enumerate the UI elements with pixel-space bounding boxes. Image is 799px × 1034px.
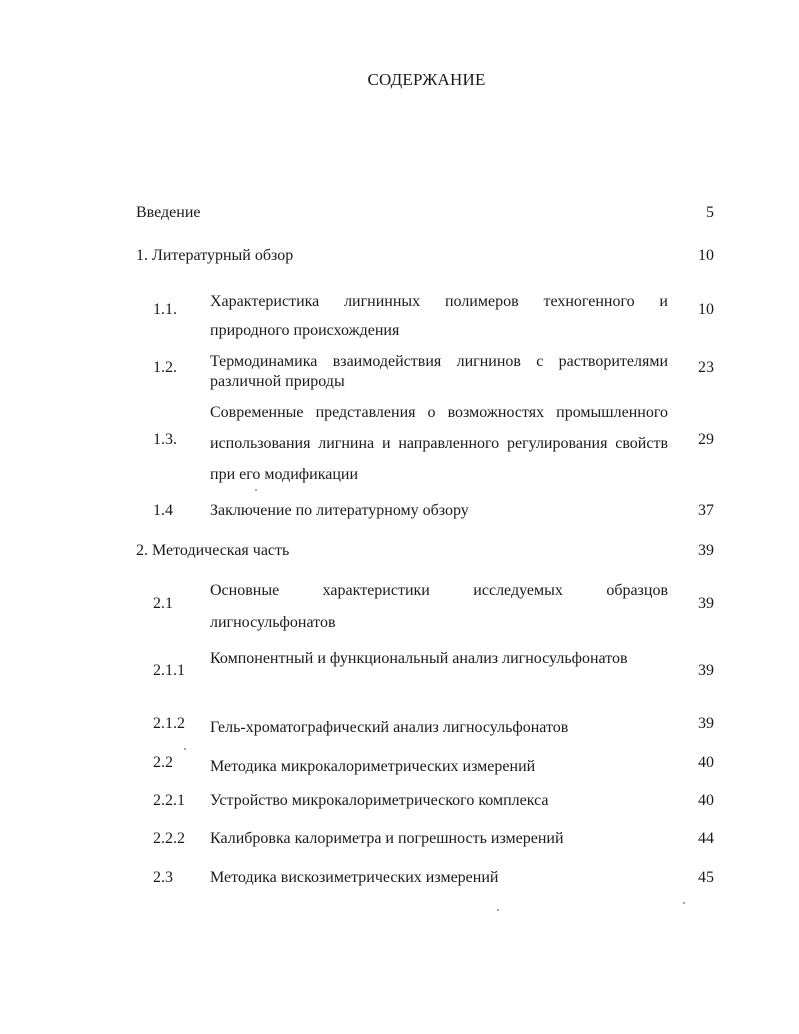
toc-page-introduction: 5 <box>706 204 714 221</box>
toc-page-1-1: 10 <box>698 301 714 318</box>
toc-page-2-1: 39 <box>698 595 714 612</box>
toc-label-chapter-1: 1. Литературный обзор <box>136 247 294 264</box>
scan-speck <box>497 909 499 911</box>
toc-text-1-3: Современные представления о возможностях промышленного использования лигнина и направленного регулирования свойств при его модификации <box>210 404 668 483</box>
toc-num-2-2: 2.2 <box>153 754 173 771</box>
toc-page-chapter-2: 39 <box>698 542 714 559</box>
toc-num-1-3: 1.3. <box>153 431 177 448</box>
toc-label-introduction: Введение <box>136 204 201 221</box>
toc-text-2-1-1: Компонентный и функциональный анализ лигносульфонатов <box>210 650 628 667</box>
scan-speck <box>255 489 257 491</box>
scan-speck <box>184 748 186 750</box>
toc-text-2-3: Методика вискозиметрических измерений <box>210 869 499 886</box>
toc-num-2-1: 2.1 <box>153 595 173 612</box>
toc-num-1-4: 1.4 <box>153 502 173 519</box>
toc-text-1-4: Заключение по литературному обзору <box>210 502 469 519</box>
toc-page-2-1-1: 39 <box>698 662 714 679</box>
toc-text-2-1-2: Гель-хроматографический анализ лигносульфонатов <box>210 719 569 736</box>
toc-num-2-2-1: 2.2.1 <box>153 792 185 809</box>
toc-page-1-2: 23 <box>698 359 714 376</box>
toc-page-2-2-2: 44 <box>698 830 714 847</box>
toc-text-2-1: Основные характеристики исследуемых образцов лигносульфонатов <box>210 582 668 631</box>
toc-num-2-2-2: 2.2.2 <box>153 830 185 847</box>
toc-text-1-1: Характеристика лигнинных полимеров техногенного и природного происхождения <box>210 293 668 339</box>
toc-text-1-2: Термодинамика взаимодействия лигнинов с растворителями различной природы <box>210 353 668 390</box>
toc-page-1-4: 37 <box>698 502 714 519</box>
toc-page-1-3: 29 <box>698 431 714 448</box>
toc-num-2-1-2: 2.1.2 <box>153 715 185 732</box>
toc-num-2-3: 2.3 <box>153 869 173 886</box>
toc-num-2-1-1: 2.1.1 <box>153 662 185 679</box>
toc-num-1-1: 1.1. <box>153 301 177 318</box>
scan-speck <box>683 902 685 904</box>
toc-page-2-2: 40 <box>698 754 714 771</box>
toc-text-2-2-1: Устройство микрокалориметрического комплекса <box>210 792 549 809</box>
toc-page-chapter-1: 10 <box>698 247 714 264</box>
toc-num-1-2: 1.2. <box>153 359 177 376</box>
toc-page-2-2-1: 40 <box>698 792 714 809</box>
toc-text-2-2: Методика микрокалориметрических измерений <box>210 758 536 775</box>
page-title: СОДЕРЖАНИЕ <box>367 70 486 89</box>
toc-page-2-1-2: 39 <box>698 715 714 732</box>
toc-text-2-2-2: Калибровка калориметра и погрешность измерений <box>210 830 564 847</box>
toc-label-chapter-2: 2. Методическая часть <box>136 542 290 559</box>
toc-page-2-3: 45 <box>698 869 714 886</box>
